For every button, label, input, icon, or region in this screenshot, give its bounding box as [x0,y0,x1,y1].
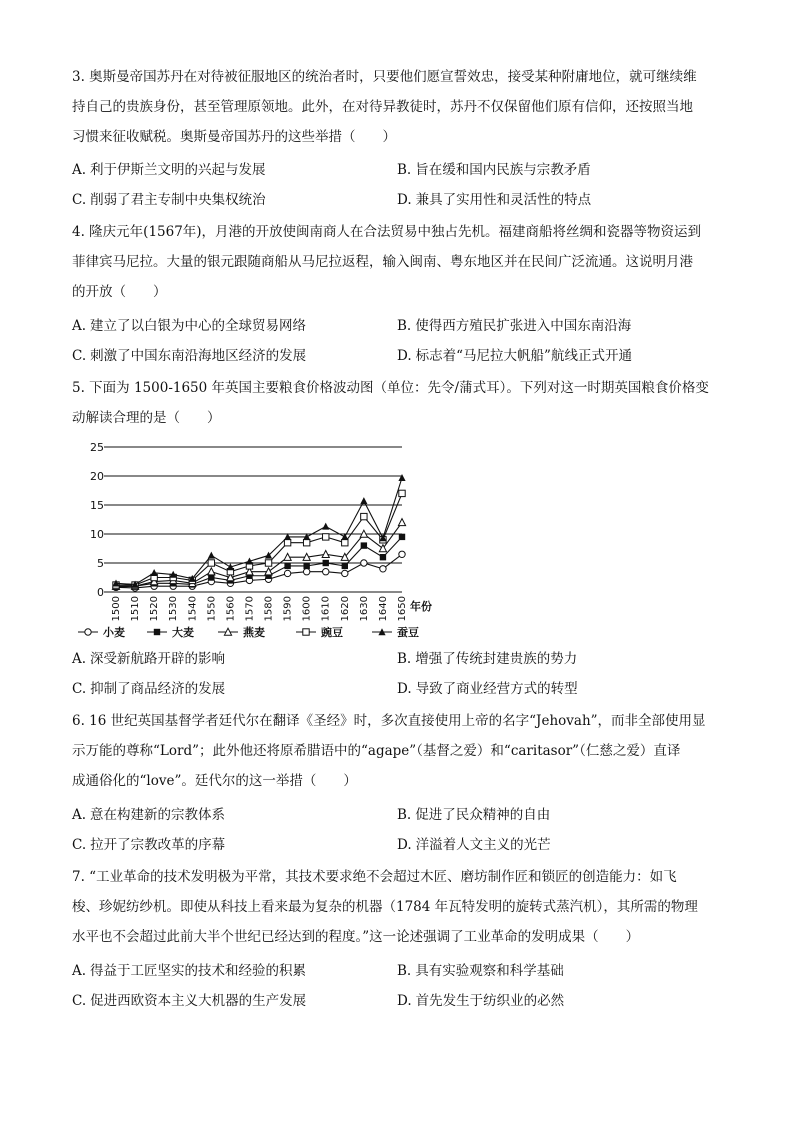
legend-label: 燕麦 [243,626,265,639]
option-c[interactable]: C. 拉开了宗教改革的序幕 [72,837,226,853]
question-6-options-row-2 [72,830,722,860]
chart-series [112,474,405,591]
question-7-options-row-1 [72,956,722,986]
question-4-stem [72,217,722,307]
grain-price-chart [72,432,432,647]
option-b[interactable]: B. 具有实验观察和科学基础 [397,963,564,979]
legend-label: 大麦 [172,626,194,639]
x-tick-label: 1580 [263,596,275,622]
option-a[interactable]: A. 得益于工匠坚实的技术和经验的积累 [72,963,307,979]
option-c[interactable]: C. 促进西欧资本主义大机器的生产发展 [72,993,307,1009]
question-5-options-row-2 [72,674,722,704]
y-tick-label: 0 [97,586,104,599]
data-point [342,540,348,546]
data-point [399,490,405,496]
x-axis-label: 年份 [410,600,432,613]
question-3-stem [72,62,722,152]
data-point [208,568,215,575]
data-point [265,560,271,566]
question-line: 7. “工业革命的技术发明极为平常，其技术要求绝不会超过木匠、磨坊制作匠和锁匠的创造能力：如飞 [72,869,677,885]
x-tick-label: 1500 [111,596,122,622]
x-tick-label: 1510 [130,596,142,622]
y-tick-label: 20 [90,470,104,483]
x-axis-ticks [111,596,408,621]
y-axis-ticks [90,441,104,599]
legend-item [372,625,419,639]
data-point [303,563,309,569]
data-point [85,629,91,635]
option-c[interactable]: C. 抑制了商品经济的发展 [72,681,226,697]
question-6-stem [72,706,722,796]
data-point [398,474,405,481]
x-tick-label: 1590 [282,596,294,622]
question-7-options-row-2 [72,986,722,1016]
data-point [303,569,309,575]
chart-legend [78,625,419,639]
x-tick-label: 1570 [244,596,256,622]
chart-grid [104,447,402,592]
question-line: 菲律宾马尼拉。大量的银元跟随商船从马尼拉返程，输入闽南、粤东地区并在民间广泛流通。这说明月港 [72,254,693,270]
legend-item [78,625,125,639]
legend-item [218,625,265,639]
legend-label: 豌豆 [321,626,343,639]
data-point [323,569,329,575]
data-point [322,523,329,530]
option-d[interactable]: D. 导致了商业经营方式的转型 [397,681,578,697]
data-point [380,566,386,572]
data-point [323,534,329,540]
series-line [116,478,402,585]
data-point [284,570,290,576]
option-b[interactable]: B. 使得西方殖民扩张进入中国东南沿海 [397,318,632,334]
x-tick-label: 1540 [187,596,199,622]
question-line: 4. 隆庆元年(1567年)，月港的开放使闽南商人在合法贸易中独占先机。福建商船将丝绸和瓷器等物资运到 [72,224,702,240]
x-tick-label: 1630 [358,596,370,622]
option-a[interactable]: A. 意在构建新的宗教体系 [72,807,226,823]
option-b[interactable]: B. 旨在缓和国内民族与宗教矛盾 [397,162,591,178]
x-tick-label: 1520 [149,596,161,622]
data-point [284,540,290,546]
question-line: 6. 16 世纪英国基督学者廷代尔在翻译《圣经》时，多次直接使用上帝的名字“Jehovah”，而非全部使用显 [72,713,706,729]
legend-item [147,625,194,639]
y-tick-label: 5 [97,557,104,570]
question-5-stem [72,373,722,433]
data-point [361,560,367,566]
option-d[interactable]: D. 兼具了实用性和灵活性的特点 [397,192,592,208]
legend-item [296,625,343,639]
data-point [342,570,348,576]
question-line: 水平也不会超过此前大半个世纪已经达到的程度。”这一论述强调了工业革命的发明成果（ ） [72,929,640,945]
data-point [303,540,309,546]
series-line [116,522,402,586]
data-point [323,560,329,566]
data-point [342,563,348,569]
data-point [399,551,405,557]
option-b[interactable]: B. 增强了传统封建贵族的势力 [397,651,578,667]
question-3-options-row-1 [72,155,722,185]
x-tick-label: 1600 [301,596,313,622]
x-tick-label: 1530 [168,596,180,622]
option-d[interactable]: D. 洋溢着人文主义的光芒 [397,837,551,853]
question-4-options-row-1 [72,311,722,341]
x-tick-label: 1610 [320,596,332,622]
question-line: 成通俗化的“love”。廷代尔的这一举措（ ） [72,773,357,789]
question-6-options-row-1 [72,800,722,830]
x-tick-label: 1550 [206,596,218,622]
question-3-options-row-2 [72,185,722,215]
question-line: 3. 奥斯曼帝国苏丹在对待被征服地区的统治者时，只要他们愿宣誓效忠，接受某种附庸地位，就可继续维 [72,69,697,85]
question-line: 示万能的尊称“Lord”；此外他还将原希腊语中的“agape”（基督之爱）和“caritasor”（仁慈之爱）直译 [72,743,681,759]
data-point [399,534,405,540]
data-point [284,563,290,569]
option-d[interactable]: D. 标志着“马尼拉大帆船”航线正式开通 [397,348,632,364]
data-point [398,519,405,526]
x-tick-label: 1560 [225,596,237,622]
y-tick-label: 10 [90,528,104,541]
question-line: 5. 下面为 1500-1650 年英国主要粮食价格波动图（单位：先令/蒲式耳）。下列对这一时期英国粮食价格变 [72,380,709,396]
legend-label: 蚕豆 [397,626,419,639]
question-line: 梭、珍妮纺纱机。即使从科技上看来最为复杂的机器（1784 年瓦特发明的旋转式蒸汽机），其所需的物理 [72,899,698,915]
option-d[interactable]: D. 首先发生于纺织业的必然 [397,993,565,1009]
data-point [380,554,386,560]
question-5-options-row-1 [72,644,722,674]
data-point [322,551,329,558]
question-7-stem [72,862,722,952]
y-tick-label: 15 [90,499,104,512]
option-b[interactable]: B. 促进了民众精神的自由 [397,807,551,823]
data-point [154,629,160,635]
option-c[interactable]: C. 削弱了君主专制中央集权统治 [72,192,266,208]
x-tick-label: 1620 [339,596,351,622]
question-line: 习惯来征收赋税。奥斯曼帝国苏丹的这些举措（ ） [72,129,396,145]
legend-label: 小麦 [103,626,125,639]
data-point [303,629,309,635]
option-a[interactable]: A. 建立了以白银为中心的全球贸易网络 [72,318,307,334]
question-4-options-row-2 [72,341,722,371]
data-point [208,560,214,566]
y-tick-label: 25 [90,441,104,454]
question-line: 动解读合理的是（ ） [72,410,221,426]
data-point [361,542,367,548]
data-point [360,497,367,504]
option-a[interactable]: A. 利于伊斯兰文明的兴起与发展 [72,162,266,178]
data-point [208,552,215,559]
option-a[interactable]: A. 深受新航路开辟的影响 [72,651,226,667]
question-line: 持自己的贵族身份，甚至管理原领地。此外，在对待异教徒时，苏丹不仅保留他们原有信仰，还按照当地 [72,99,693,115]
option-c[interactable]: C. 刺激了中国东南沿海地区经济的发展 [72,348,307,364]
question-line: 的开放（ ） [72,284,167,300]
x-tick-label: 1640 [377,596,389,622]
x-tick-label: 1650 [397,596,408,622]
data-point [361,513,367,519]
series-蚕豆 [112,474,405,588]
